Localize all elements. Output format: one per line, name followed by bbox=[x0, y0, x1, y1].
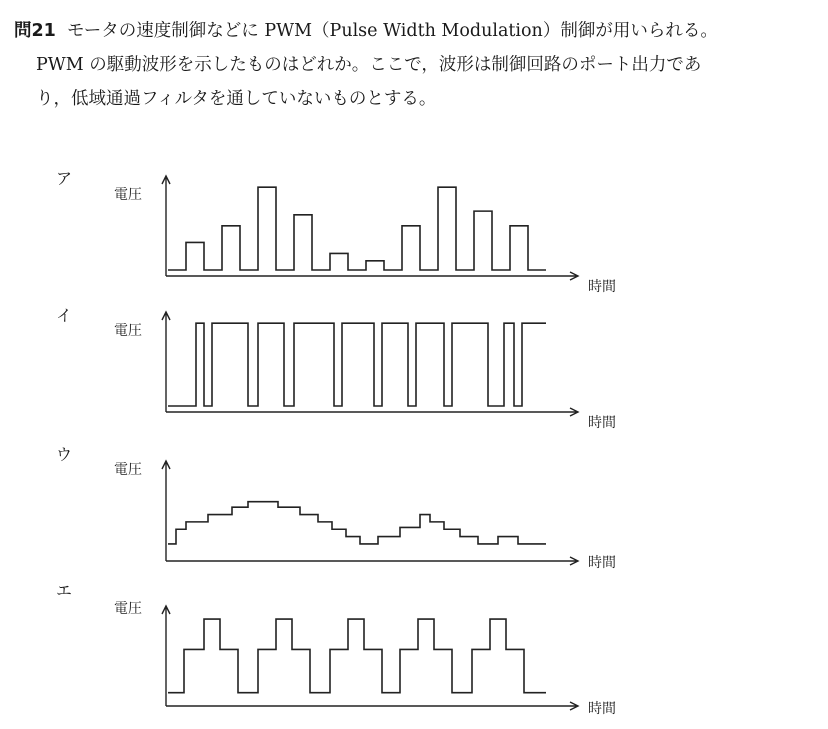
option-a-plot bbox=[162, 176, 578, 280]
question-line-3: り，低域通過フィルタを通していないものとする。 bbox=[36, 89, 437, 109]
option-i-label[interactable]: イ bbox=[56, 306, 73, 325]
option-a-axes bbox=[162, 176, 578, 280]
question-line-2: PWM の駆動波形を示したものはどれか。ここで，波形は制御回路のポート出力であ bbox=[36, 55, 702, 75]
option-u-ylabel: 電圧 bbox=[114, 462, 142, 478]
option-e-ylabel: 電圧 bbox=[114, 601, 142, 617]
question-number: 問21 bbox=[14, 21, 56, 41]
option-e-plot bbox=[162, 606, 578, 710]
option-e-waveform bbox=[168, 619, 546, 693]
option-a-ylabel: 電圧 bbox=[114, 187, 142, 203]
option-u-axes bbox=[162, 461, 578, 565]
option-u-waveform bbox=[168, 502, 546, 544]
option-e-label[interactable]: エ bbox=[56, 581, 73, 600]
option-e-xlabel: 時間 bbox=[588, 701, 616, 717]
option-u-label[interactable]: ウ bbox=[56, 445, 73, 464]
option-i-waveform bbox=[168, 323, 546, 406]
option-a-label[interactable]: ア bbox=[56, 169, 73, 188]
option-i-ylabel: 電圧 bbox=[114, 323, 142, 339]
option-i-plot bbox=[162, 312, 578, 416]
option-u-plot bbox=[162, 461, 578, 565]
option-i-axes bbox=[162, 312, 578, 416]
option-a-xlabel: 時間 bbox=[588, 279, 616, 295]
option-u-xlabel: 時間 bbox=[588, 555, 616, 571]
question-stem-1: モータの速度制御などに PWM（Pulse Width Modulation）制御が用いられる。 bbox=[67, 21, 718, 41]
option-a-waveform bbox=[168, 187, 546, 270]
option-i-xlabel: 時間 bbox=[588, 415, 616, 431]
option-e-axes bbox=[162, 606, 578, 710]
